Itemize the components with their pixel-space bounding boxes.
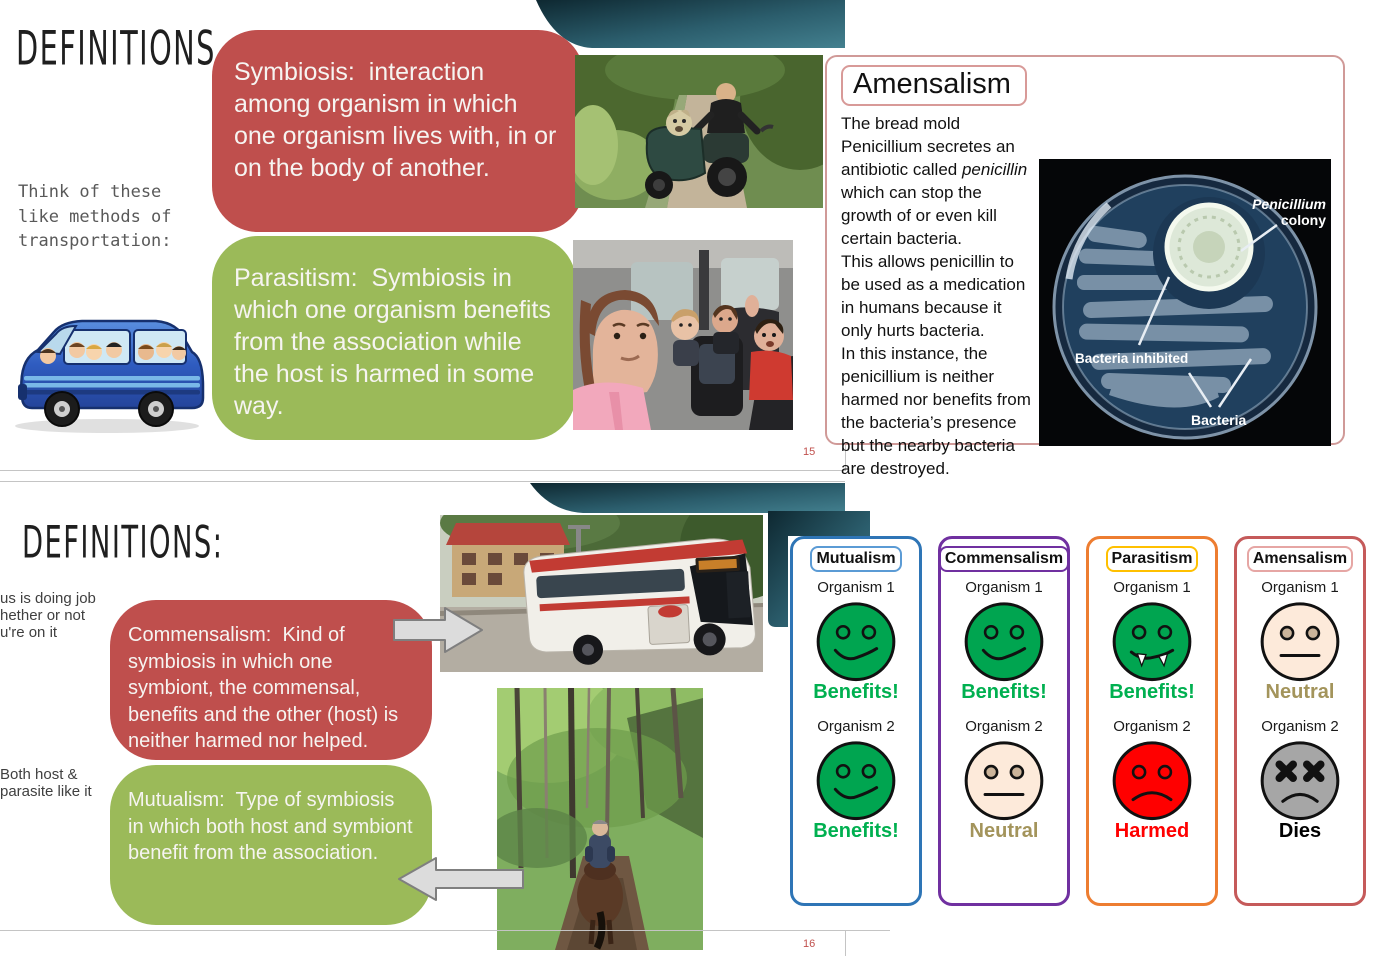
horseback-riding-photo[interactable]: [497, 688, 703, 950]
slide1-title: DEFINITIONS: [16, 22, 216, 77]
car-selfie-family-photo[interactable]: [573, 240, 793, 430]
petri-dish-image[interactable]: [1039, 159, 1331, 446]
amensalism-panel[interactable]: [825, 55, 1345, 478]
mutualism-definition-box[interactable]: Mutualism: Type of symbiosis in which both host and symbiont benefit from the association.: [110, 765, 432, 925]
neutral-face-icon: [961, 736, 1047, 822]
amensalism-card: [1234, 536, 1366, 906]
symbiosis-definition-box[interactable]: Symbiosis: interaction among organism in which one organism lives with, in or on the body of another.: [212, 30, 584, 232]
slide2-title: DEFINITIONS:: [22, 516, 224, 568]
slide2-right-border: [845, 931, 846, 956]
van-clipart-image[interactable]: [4, 298, 210, 438]
organism-status: Harmed: [1114, 820, 1190, 842]
neutral-face-icon: [1257, 597, 1343, 683]
symbiosis-comparison-panel[interactable]: [788, 536, 1370, 924]
slide1-transport-note: Think of these like methods of transportation:: [18, 182, 172, 252]
svg-text:colony: colony: [1280, 212, 1326, 228]
amensalism-heading: Amensalism: [841, 65, 1027, 106]
commensalism-definition-box[interactable]: Commensalism: Kind of symbiosis in which one symbiont, the commensal, benefits and the other (host) is neither harmed nor helped.: [110, 600, 432, 760]
svg-text:Bacteria inhibited: Bacteria inhibited: [1075, 351, 1189, 366]
parasitism-card: [1086, 536, 1218, 906]
amensalism-card-header: Amensalism: [1247, 546, 1353, 572]
svg-text:Penicillium: Penicillium: [1252, 196, 1326, 212]
slide2-bus-margin-note: us is doing job hether or not u're on it: [0, 590, 96, 641]
city-bus-photo[interactable]: [440, 515, 763, 672]
organism-label: Organism 1: [965, 579, 1043, 596]
organism-label: Organism 2: [965, 718, 1043, 735]
organism-status: Benefits!: [813, 681, 899, 703]
slide1-page-number: 15: [803, 446, 816, 458]
penicillin-italic: penicillin: [961, 160, 1028, 179]
parasitism-definition-box[interactable]: Parasitism: Symbiosis in which one organism benefits from the association while the host is harmed in some way.: [212, 236, 576, 440]
amensalism-paragraph-3: In this instance, the penicillium is neither harmed nor benefits from the bacteria’s presence but the nearby bacteria are destroyed.: [841, 344, 1036, 478]
amensalism-body-text: [841, 112, 1331, 480]
organism-status: Neutral: [1265, 681, 1335, 703]
organism-label: Organism 2: [1113, 718, 1191, 735]
organism-label: Organism 1: [1113, 579, 1191, 596]
organism-label: Organism 1: [1261, 579, 1339, 596]
red-sad-face-icon: [1109, 736, 1195, 822]
organism-label: Organism 2: [1261, 718, 1339, 735]
organism-status: Benefits!: [961, 681, 1047, 703]
amensalism-paragraph-1: The bread mold Penicillium secretes an antibiotic called penicillin which can stop the growth of or even kill certain bacteria.: [841, 114, 1032, 248]
green-smiley-face-icon: [961, 597, 1047, 683]
svg-text:Bacteria: Bacteria: [1191, 412, 1247, 428]
slide2-top-border: [0, 481, 845, 482]
organism-status: Benefits!: [1109, 681, 1195, 703]
slide2-bottom-border: [0, 930, 890, 931]
commensalism-card: [938, 536, 1070, 906]
green-fanged-face-icon: [1109, 597, 1195, 683]
organism-status: Benefits!: [813, 820, 899, 842]
organism-status: Neutral: [969, 820, 1039, 842]
amensalism-paragraph-2: This allows penicillin to be used as a medication in humans because it only hurts bacteria.: [841, 252, 1031, 340]
gray-dead-face-icon: [1257, 736, 1343, 822]
mutualism-card: [790, 536, 922, 906]
green-smiley-face-icon: [813, 597, 899, 683]
organism-label: Organism 1: [817, 579, 895, 596]
mutualism-card-header: Mutualism: [810, 546, 901, 572]
organism-status: Dies: [1278, 820, 1322, 842]
slide2-page-number: 16: [803, 938, 816, 950]
slide2-parasite-margin-note: Both host & parasite like it: [0, 766, 92, 800]
arrow-left-to-mutualism: [396, 854, 524, 904]
arrow-right-to-bus: [393, 605, 485, 655]
organism-label: Organism 2: [817, 718, 895, 735]
parasitism-card-header: Parasitism: [1106, 546, 1199, 572]
slide1-bottom-border: [0, 470, 845, 471]
green-smiley-face-icon: [813, 736, 899, 822]
commensalism-card-header: Commensalism: [939, 546, 1069, 572]
motorcycle-sidecar-dog-photo[interactable]: [575, 55, 823, 208]
